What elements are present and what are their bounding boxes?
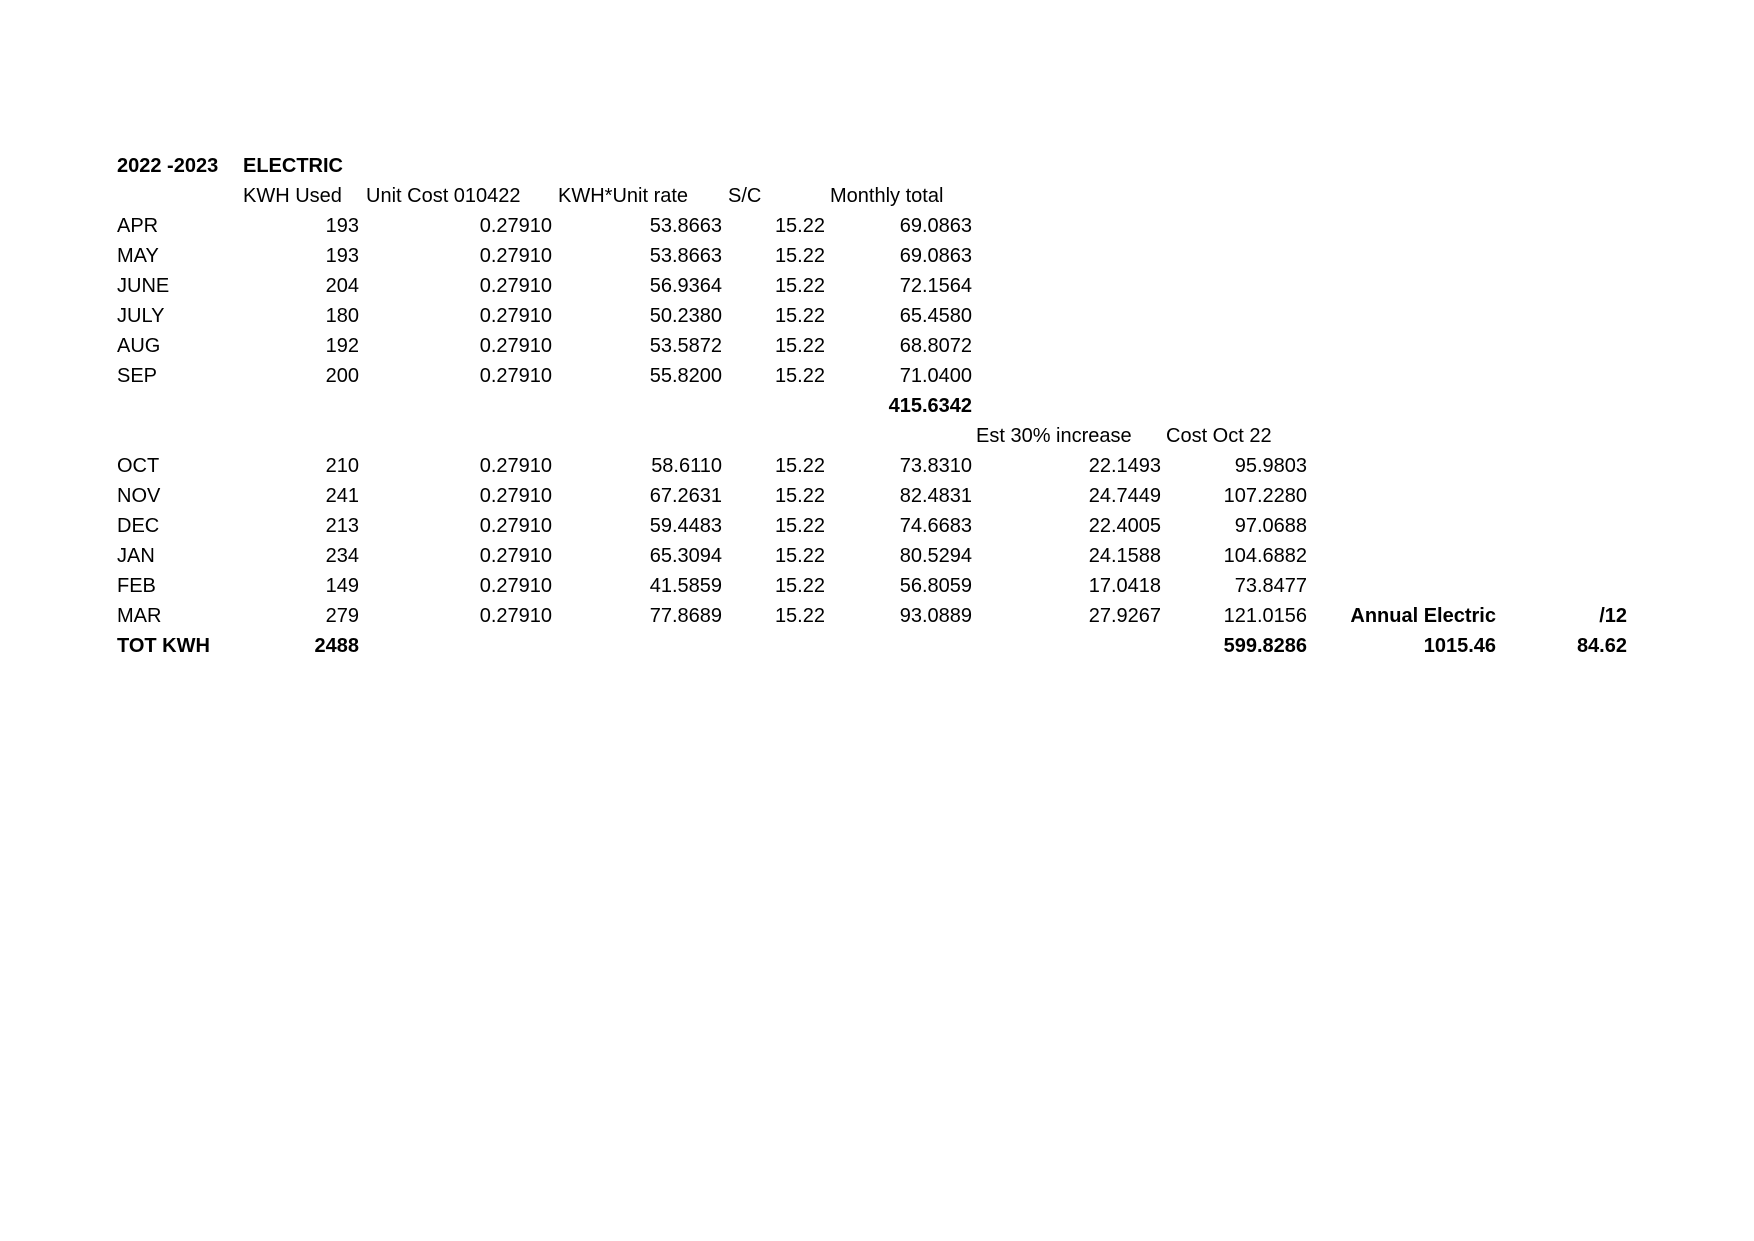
cost-oct-value: 104.6882 <box>1223 545 1307 567</box>
sc-value: 15.22 <box>774 515 825 537</box>
month-label: JAN <box>117 545 155 567</box>
first-half-subtotal: 415.6342 <box>888 395 972 417</box>
kwh-value: 241 <box>325 485 359 507</box>
increase-value: 22.4005 <box>1088 515 1161 537</box>
unit-cost-value: 0.27910 <box>479 245 552 267</box>
monthly-total-value: 72.1564 <box>899 275 972 297</box>
header-kwh-unit-rate: KWH*Unit rate <box>558 185 689 207</box>
monthly-total-value: 82.4831 <box>899 485 972 507</box>
category-label: ELECTRIC <box>243 155 343 177</box>
month-label: NOV <box>117 485 161 507</box>
monthly-total-value: 80.5294 <box>899 545 972 567</box>
header-monthly-total: Monthly total <box>830 185 944 207</box>
monthly-total-value: 73.8310 <box>899 455 972 477</box>
header-sc: S/C <box>728 185 762 207</box>
kwh-rate-value: 55.8200 <box>649 365 722 387</box>
unit-cost-value: 0.27910 <box>479 335 552 357</box>
unit-cost-value: 0.27910 <box>479 365 552 387</box>
unit-cost-value: 0.27910 <box>479 545 552 567</box>
kwh-value: 213 <box>325 515 359 537</box>
kwh-value: 279 <box>325 605 359 627</box>
month-label: MAR <box>117 605 162 627</box>
unit-cost-value: 0.27910 <box>479 485 552 507</box>
month-label: APR <box>117 215 159 237</box>
sc-value: 15.22 <box>774 365 825 387</box>
sc-value: 15.22 <box>774 605 825 627</box>
cost-oct-value: 95.9803 <box>1234 455 1307 477</box>
sc-value: 15.22 <box>774 305 825 327</box>
unit-cost-value: 0.27910 <box>479 575 552 597</box>
monthly-total-value: 56.8059 <box>899 575 972 597</box>
cost-oct-value: 121.0156 <box>1223 605 1307 627</box>
monthly-total-value: 68.8072 <box>899 335 972 357</box>
kwh-value: 180 <box>325 305 359 327</box>
unit-cost-value: 0.27910 <box>479 515 552 537</box>
kwh-value: 192 <box>325 335 359 357</box>
kwh-rate-value: 53.8663 <box>649 215 722 237</box>
kwh-rate-value: 53.5872 <box>649 335 722 357</box>
sc-value: 15.22 <box>774 335 825 357</box>
kwh-rate-value: 41.5859 <box>649 575 722 597</box>
sc-value: 15.22 <box>774 275 825 297</box>
month-label: MAY <box>117 245 159 267</box>
unit-cost-value: 0.27910 <box>479 305 552 327</box>
month-label: JULY <box>117 305 165 327</box>
sc-value: 15.22 <box>774 245 825 267</box>
kwh-value: 234 <box>325 545 359 567</box>
kwh-rate-value: 65.3094 <box>649 545 722 567</box>
kwh-value: 200 <box>325 365 359 387</box>
kwh-value: 210 <box>325 455 359 477</box>
monthly-total-value: 65.4580 <box>899 305 972 327</box>
unit-cost-value: 0.27910 <box>479 605 552 627</box>
monthly-total-value: 71.0400 <box>899 365 972 387</box>
kwh-rate-value: 77.8689 <box>649 605 722 627</box>
year-label: 2022 -2023 <box>117 155 219 177</box>
sc-value: 15.22 <box>774 215 825 237</box>
unit-cost-value: 0.27910 <box>479 275 552 297</box>
monthly-total-value: 93.0889 <box>899 605 972 627</box>
total-kwh-value: 2488 <box>314 635 359 657</box>
increase-value: 17.0418 <box>1088 575 1161 597</box>
sc-value: 15.22 <box>774 545 825 567</box>
monthly-average-value: 84.62 <box>1576 635 1627 657</box>
kwh-value: 193 <box>325 245 359 267</box>
cost-oct-total: 599.8286 <box>1223 635 1307 657</box>
header-cost-oct: Cost Oct 22 <box>1166 425 1272 447</box>
kwh-value: 193 <box>325 215 359 237</box>
increase-value: 24.1588 <box>1088 545 1161 567</box>
kwh-rate-value: 67.2631 <box>649 485 722 507</box>
divisor-label: /12 <box>1599 605 1627 627</box>
kwh-rate-value: 50.2380 <box>649 305 722 327</box>
total-kwh-label: TOT KWH <box>117 635 210 657</box>
month-label: OCT <box>117 455 160 477</box>
month-label: SEP <box>117 365 158 387</box>
month-label: FEB <box>117 575 156 597</box>
header-kwh-used: KWH Used <box>243 185 342 207</box>
kwh-value: 204 <box>325 275 359 297</box>
annual-electric-value: 1015.46 <box>1423 635 1496 657</box>
cost-oct-value: 107.2280 <box>1223 485 1307 507</box>
month-label: JUNE <box>117 275 170 297</box>
unit-cost-value: 0.27910 <box>479 215 552 237</box>
kwh-value: 149 <box>325 575 359 597</box>
increase-value: 24.7449 <box>1088 485 1161 507</box>
header-est-increase: Est 30% increase <box>976 425 1132 447</box>
cost-oct-value: 73.8477 <box>1234 575 1307 597</box>
month-label: AUG <box>117 335 161 357</box>
sc-value: 15.22 <box>774 485 825 507</box>
sc-value: 15.22 <box>774 455 825 477</box>
monthly-total-value: 69.0863 <box>899 245 972 267</box>
kwh-rate-value: 53.8663 <box>649 245 722 267</box>
unit-cost-value: 0.27910 <box>479 455 552 477</box>
monthly-total-value: 69.0863 <box>899 215 972 237</box>
kwh-rate-value: 59.4483 <box>649 515 722 537</box>
sc-value: 15.22 <box>774 575 825 597</box>
monthly-total-value: 74.6683 <box>899 515 972 537</box>
increase-value: 27.9267 <box>1088 605 1161 627</box>
kwh-rate-value: 58.6110 <box>651 455 722 477</box>
header-unit-cost: Unit Cost 010422 <box>366 185 521 207</box>
increase-value: 22.1493 <box>1088 455 1161 477</box>
annual-electric-label: Annual Electric <box>1350 605 1496 627</box>
kwh-rate-value: 56.9364 <box>649 275 722 297</box>
month-label: DEC <box>117 515 160 537</box>
cost-oct-value: 97.0688 <box>1234 515 1307 537</box>
